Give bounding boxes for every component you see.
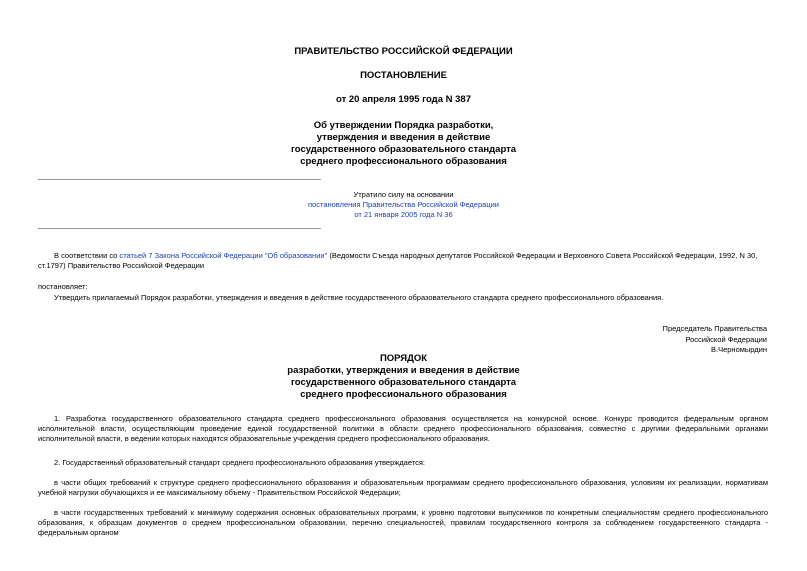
preamble-prefix: В соответствии со (54, 251, 120, 260)
signature-position: Председатель Правительства (662, 324, 767, 333)
order-subtitle (0, 365, 807, 401)
order-paragraph-1: 1. Разработка государственного образовательного стандарта среднего профессионального образования осуществляется на конкурсной основе. Конкурс проводится федеральным органом исполнительной власти, осуществляющим проведение единой государственной политики в области среднего профессионального образования, совместно с другими федеральными органами исполнительной власти, в ведении которых находятся образовательные учреждения среднего профессионального образования. (38, 414, 768, 443)
status-note-text: Утратило силу на основании (353, 190, 454, 199)
title-line: государственного образовательного стандарта (290, 144, 517, 155)
document-date-number: от 20 апреля 1995 года N 387 (336, 94, 471, 105)
order-paragraph-2: 2. Государственный образовательный стандарт среднего профессионального образования утверждается: (54, 458, 425, 467)
document-title (0, 120, 807, 168)
order-paragraph-4: в части государственных требований к минимуму содержания основных образовательных программ, к уровню подготовки выпускников по конкретным специальностям среднего профессионального образования, к образцам документов о среднем профессиональном образовании, перечню специальностей, правилам государственного контроля за соблюдением государственного стандарта - федеральным органом (38, 508, 768, 537)
signature-block (663, 324, 767, 356)
decides-text: постановляет: (38, 282, 88, 291)
signature-name: В.Черномырдин (711, 345, 767, 354)
order-subtitle-line: государственного образовательного стандарта (290, 377, 517, 388)
law-link[interactable]: статьей 7 Закона Российской Федерации "Об образовании" (119, 251, 328, 260)
order-subtitle-line: разработки, утверждения и введения в действие (287, 365, 520, 376)
approve-paragraph: Утвердить прилагаемый Порядок разработки, утверждения и введения в действие государственного образовательного стандарта среднего профессионального образования. (54, 293, 664, 302)
order-paragraph-3: в части общих требований к структуре среднего профессионального образования и образовательным программам среднего профессионального образования, условиям их реализации, нормативам учебной нагрузки обучающихся и ее максимальному объему - Правительством Российской Федерации; (38, 478, 768, 497)
order-subtitle-line: среднего профессионального образования (300, 389, 507, 400)
title-line: среднего профессионального образования (300, 156, 507, 167)
divider-top (38, 179, 321, 180)
status-note-link-date[interactable]: от 21 января 2005 года N 36 (354, 210, 453, 219)
divider-bottom (38, 228, 321, 229)
title-line: Об утверждении Порядка разработки, (313, 120, 494, 131)
status-note-link[interactable]: постановления Правительства Российской Федерации (307, 200, 499, 209)
preamble-paragraph (38, 251, 768, 271)
title-line: утверждения и введения в действие (316, 132, 491, 143)
government-title: ПРАВИТЕЛЬСТВО РОССИЙСКОЙ ФЕДЕРАЦИИ (294, 46, 513, 57)
order-title: ПОРЯДОК (379, 353, 428, 364)
document-type: ПОСТАНОВЛЕНИЕ (360, 70, 447, 81)
preamble-suffix: (Ведомости Съезда народных депутатов Российской Федерации и Верховного Совета Российской Федерации, 1992, N 30, ст.1797) Правительство Российской Федерации (38, 251, 758, 270)
status-note (0, 190, 807, 220)
signature-org: Российской Федерации (685, 334, 767, 344)
